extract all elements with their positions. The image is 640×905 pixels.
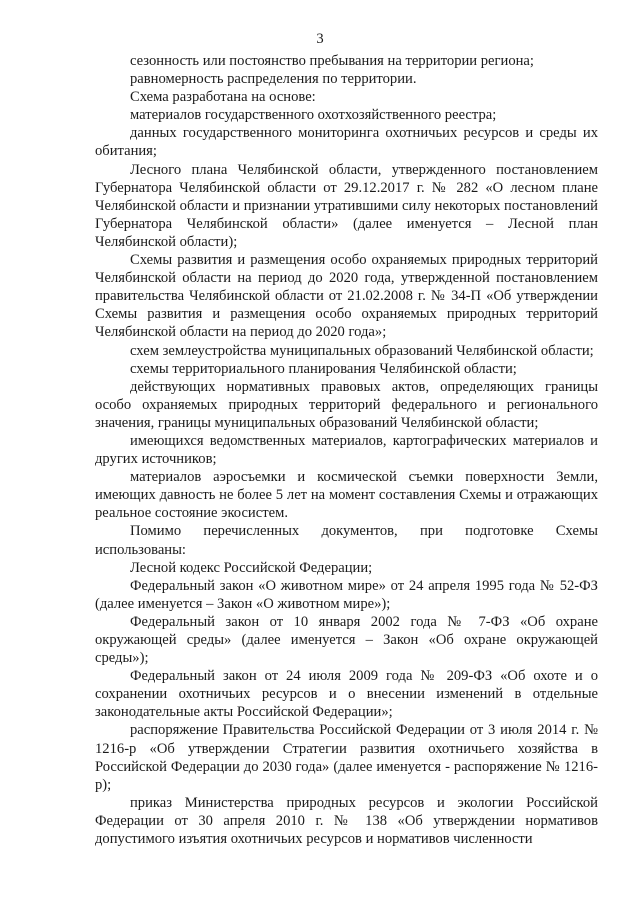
paragraph: Лесной кодекс Российской Федерации; [130,559,373,576]
paragraph: равномерность распределения по территории. [130,71,417,88]
page-number: 3 [316,31,324,47]
paragraph: распоряжение Правительства Российской Федерации от 3 июля 2014 г. № 1216-р «Об утверждении Стратегии развития охотничьего хозяйства в Российской Федерации до 2030 года» (далее именуется - распоряжение № 1216-р); [95,722,598,793]
paragraph: Лесного плана Челябинской области, утвержденного постановлением Губернатора Челябинской области от 29.12.2017 г. № 282 «О лесном плане Челябинской области и признании утратившими силу некоторых постановлений Губернатора Челябинской области» (далее именуется – Лесной план Челябинской области); [95,161,598,250]
paragraph: материалов аэросъемки и космической съемки поверхности Земли, имеющих давность не более 5 лет на момент составления Схемы и отражающих реальное состояние экосистем. [95,469,598,522]
paragraph: материалов государственного охотхозяйственного реестра; [130,107,497,124]
paragraph: приказ Министерства природных ресурсов и экологии Российской Федерации от 30 апреля 2010 г. № 138 «Об утверждении нормативов допустимого изъятия охотничьих ресурсов и нормативов численности [95,794,598,848]
paragraph: имеющихся ведомственных материалов, картографических материалов и других источников; [95,432,598,468]
paragraph: схем землеустройства муниципальных образований Челябинской области; [130,342,594,359]
document-body [95,52,598,848]
paragraph: схемы территориального планирования Челябинской области; [130,360,517,377]
paragraph: действующих нормативных правовых актов, определяющих границы особо охраняемых природных территорий федерального и регионального значения, границы муниципальных образований Челябинской области; [95,378,598,431]
paragraph: Схемы развития и размещения особо охраняемых природных территорий Челябинской области на период до 2020 года, утвержденной постановлением правительства Челябинской области от 21.02.2008 г. № 34-П «Об утверждении Схемы развития и размещения особо охраняемых природных территорий Челябинской области на период до 2020 года»; [95,252,598,341]
paragraph: Схема разработана на основе: [130,89,316,106]
paragraph: Федеральный закон от 24 июля 2009 года № 209-ФЗ «Об охоте и о сохранении охотничьих ресурсов и о внесении изменений в отдельные законодательные акты Российской Федерации»; [95,668,598,721]
paragraph: Федеральный закон «О животном мире» от 24 апреля 1995 года № 52-ФЗ (далее именуется – Закон «О животном мире»); [95,577,598,612]
paragraph: Федеральный закон от 10 января 2002 года № 7-ФЗ «Об охране окружающей среды» (далее именуется – Закон «Об охране окружающей среды»); [95,613,598,667]
paragraph: сезонность или постоянство пребывания на территории региона; [130,53,534,69]
paragraph: данных государственного мониторинга охотничьих ресурсов и среды их обитания; [95,125,598,160]
paragraph: Помимо перечисленных документов, при подготовке Схемы использованы: [95,523,598,558]
